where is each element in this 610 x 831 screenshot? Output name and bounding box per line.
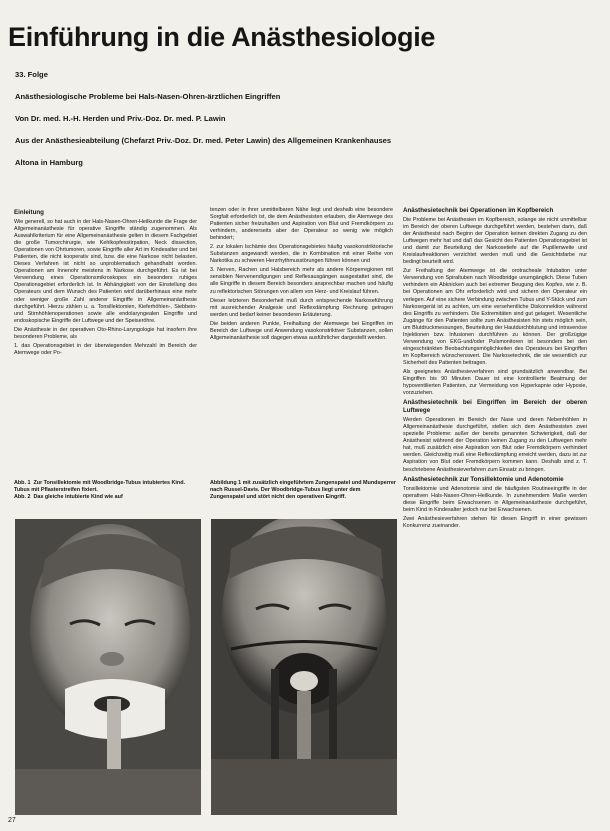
- photo-image: [15, 519, 201, 815]
- paragraph: Als geeignetes Anästhesieverfahren sind grundsätzlich anwendbar. Bei Eingriffen bis 90 Minuten Dauer ist eine kontrollierte Beatmung der hypoventilierten Patienten, zur Vermeidung von Hyperkapnie oder Hypoxie, vorzuziehen.: [403, 368, 587, 397]
- section-heading: Anästhesietechnik bei Eingriffen im Bereich der oberen Luftwege: [403, 399, 587, 415]
- paragraph: Dieser letzteren Besonderheit muß durch entsprechende Narkoseführung mit ausreichender Analgesie und Reflexdämpfung Rechnung getragen werden und bedarf keiner besonderen Erläuterung.: [210, 297, 393, 318]
- location-line: Altona in Hamburg: [15, 158, 83, 167]
- section-heading: Anästhesietechnik zur Tonsillektomie und Adenotomie: [403, 475, 564, 483]
- text-column-1: [14, 209, 197, 467]
- page-number: 27: [8, 817, 16, 824]
- paragraph: 1. das Operationsgebiet in der überwiegenden Mehrzahl im Bereich der Atemwege oder Po-: [14, 342, 197, 356]
- section-heading-einleitung: Einleitung: [14, 209, 44, 216]
- caption-label: Abb. 2: [14, 494, 31, 500]
- text-column-3: [403, 207, 587, 813]
- figure-photo-intubated-child: [15, 519, 201, 815]
- affiliation-line: Aus der Anästhesieabteilung (Chefarzt Priv.-Doz. Dr. med. Peter Lawin) des Allgemeinen Krankenhauses: [15, 136, 392, 145]
- paragraph: Zwei Anästhesieverfahren stehen für diesen Eingriff in einer gewissen Konkurrenz zueinander.: [403, 515, 587, 529]
- paragraph: Werden Operationen im Bereich der Nase und deren Nebenhöhlen in Allgemeinanästhesie durchgeführt, stellen sich dem Anästhesisten zwei spezielle Probleme: außer der bereits genannten Schwierigkeit, daß der Anästhesist während der Operation keinen Zugang zu den Luftwegen mehr hat, muß zusätzlich eine Aspiration von Blut oder Fremdkörpern verhindert werden. Gleichzeitig muß eine Reflexdämpfung erreicht werden, dazu ist zur Aspiration von Blut oder Fremdkörpern kommen kann. Deshalb sind z. T. beschriebene Anästhesieverfahren zum Einsatz zu bringen.: [403, 417, 587, 473]
- caption-text: Zur Tonsillektomie mit Woodbridge-Tubus intubiertes Kind. Tubus mit Pflasterstreifen fixiert.: [14, 480, 186, 493]
- figure-caption-right: [210, 480, 396, 514]
- series-number: 33. Folge: [15, 70, 48, 79]
- text-column-2: [210, 207, 393, 469]
- paragraph: Tonsillektomie und Adenotomie sind die häufigsten Routineeingriffe in der operativen Hals-Nasen-Ohren-Heilkunde. In zunehmendem Maße werden diese Eingriffe beim Erwachsenen in Allgemeinanästhesie durchgeführt, beim Kind in Kindesalter jedoch nur bei Erwachsenen.: [403, 485, 587, 513]
- paragraph: Die Anästhesie in der operativen Oto-Rhino-Laryngologie hat insofern ihre besonderen Probleme, als: [14, 326, 197, 340]
- paragraph: 3. Nerven, Rachen und Halsbereich mehr als andere Körperregionen mit sensiblen Nervenendigungen und Reflexausgängen ausgestattet sind, die alle Eingriffe in diesem Bereich besonders ansprechbar machen und häufig zu reflektorischen Störungen von allem von Herz- und Kreislauf führen.: [210, 267, 393, 295]
- article-subtitle: Anästhesiologische Probleme bei Hals-Nasen-Ohren-ärztlichen Eingriffen: [15, 92, 281, 101]
- paragraph: 2. zur lokalen Ischämie des Operationsgebietes häufig vasokonstriktorische Substanzen angewandt werden, die in Kombination mit einer Reihe von Narkotika zu schweren Herzrhythmusstörungen führen können und: [210, 244, 393, 265]
- paragraph: Zur Freihaltung der Atemwege ist die orotracheale Intubation unter Verwendung von Spiraltuben nach Woodbridge unumgänglich. Diese Tuben verhindern ein Abknicken auch bei extremer Beugung des Kopfes, wie z. B. bei Operationen am Ohr erforderlich wird und sichern den Operateur ein verlegen. Auf eine sichere Verbindung zwischen Tubus und Y-Stück und zum Narkosegerät ist zu achten, um eine versehentliche Diskonnektion während des Eingriffs zu verhindern. Die Extremitäten sind gut gelagert. Wesentliche Zugänge für den Patienten sollte zum Anästhesisten hin stets möglich sein, um Blutdruckmessungen, Beurteilung der Hautdurchblutung und intravenöse Injektionen bzw. Infusionen durchführen zu können. Der großzügige Verwendung von EKG-und/oder Pulsmonitoren ist besonders bei den eingeschränkten Beobachtungsmöglichkeiten des Operateurs bei Eingriffen im Kopfbereich wünschenswert. Die Narkosetechnik, die sie wesentlich zur Sicherheit des Patienten beitragen.: [403, 268, 587, 366]
- paragraph: Die Probleme bei Anästhesien im Kopfbereich, solange sie nicht unmittelbar im Bereich der oberen Luftwege durchgeführt werden, bestehen darin, daß der Anästhesist nach Beginn der Operation keinen direkten Zugang zu den Luftwegen mehr hat und daß das Gesicht des Patienten Operationsgebiet ist und damit zur Beurteilung der Narkosetiefe auf die Pupillenweite und Kreislaufreaktionen verzichtet werden muß und die Gesichtsfarbe nur bedingt beurteilt wird.: [403, 217, 587, 266]
- section-heading: Anästhesietechnik bei Operationen im Kopfbereich: [403, 207, 554, 214]
- paragraph: Die beiden anderen Punkte, Freihaltung der Atemwege bei Eingriffen im Bereich der Luftwege und Anwendung vasokonstriktiver Substanzen, sollen Allgemeinanästhesie soll dagegen etwas ausführlicher dargestellt werden.: [210, 320, 393, 341]
- photo-image: [211, 519, 397, 815]
- article-title: Einführung in die Anästhesiologie: [8, 22, 436, 52]
- paragraph: tenzen oder in ihrer unmittelbaren Nähe liegt und deshalb eine besondere Sorgfalt erforderlich ist, die dem Anästhesisten erlauben, die Atemwege des Patienten sicher freizuhalten und Aspiration von Blut und Fremdkörpern zu verhindern, andererseits aber der Operateur so wenig wie möglich behindert;: [210, 207, 393, 242]
- paragraph: Wie generell, so hat auch in der Hals-Nasen-Ohren-Heilkunde die Frage der Allgemeinanästhesie für operative Eingriffe ständig zugenommen. Als Auswahlkriterium für eine Allgemeinanästhesie gelten in diesem Fachgebiet die große Tumorchirurgie, wie Kehlkopfexstirpation, Neck dissection, Operationen von Ohrtumoren, sowie Eingriffe aller Art im Kindesalter und bei Patienten, die nicht kooperativ sind, bzw. die eine Narkose nicht belasten. Dieses Verfahren ist nicht so unproblematisch gehandhabt worden. Operationen am Innenohr meistens in Narkose durchgeführt. Es ist bei Verwendung eines Operationsmikroskopes ein besonders ruhiges Operationsgebiet erforderlich ist. In Abhängigkeit von der Einstellung des Operateurs und dem Wunsch des Patienten wird darüberhinaus eine mehr oder weniger große Zahl anderer Eingriffe in Allgemeinanästhesie durchgeführt. Hierzu zählen u. a. Tonsillektomien, Kieferhöhlen-, Siebbein- und Stirnhöhlenoperationen sowie alle endolaryngealen Eingriffe und endoskopische Eingriffe der Luftwege und der Speiseröhre.: [14, 219, 197, 324]
- figure-caption-left: [14, 480, 200, 514]
- authors-line: Von Dr. med. H.-H. Herden und Priv.-Doz. Dr. med. P. Lawin: [15, 114, 226, 123]
- caption-label: Abb. 1: [14, 480, 31, 486]
- figure-photo-tongue-depressor: [211, 519, 397, 815]
- caption-text: Abbildung 1 mit zusätzlich eingeführtem Zungenspatel und Mundsperrer nach Russel-Davis. Der Woodbridge-Tubus liegt unter dem Zungenspatel und stört nicht den operativen Eingriff.: [210, 480, 396, 500]
- caption-text: Das gleiche intubierte Kind wie auf: [33, 494, 123, 500]
